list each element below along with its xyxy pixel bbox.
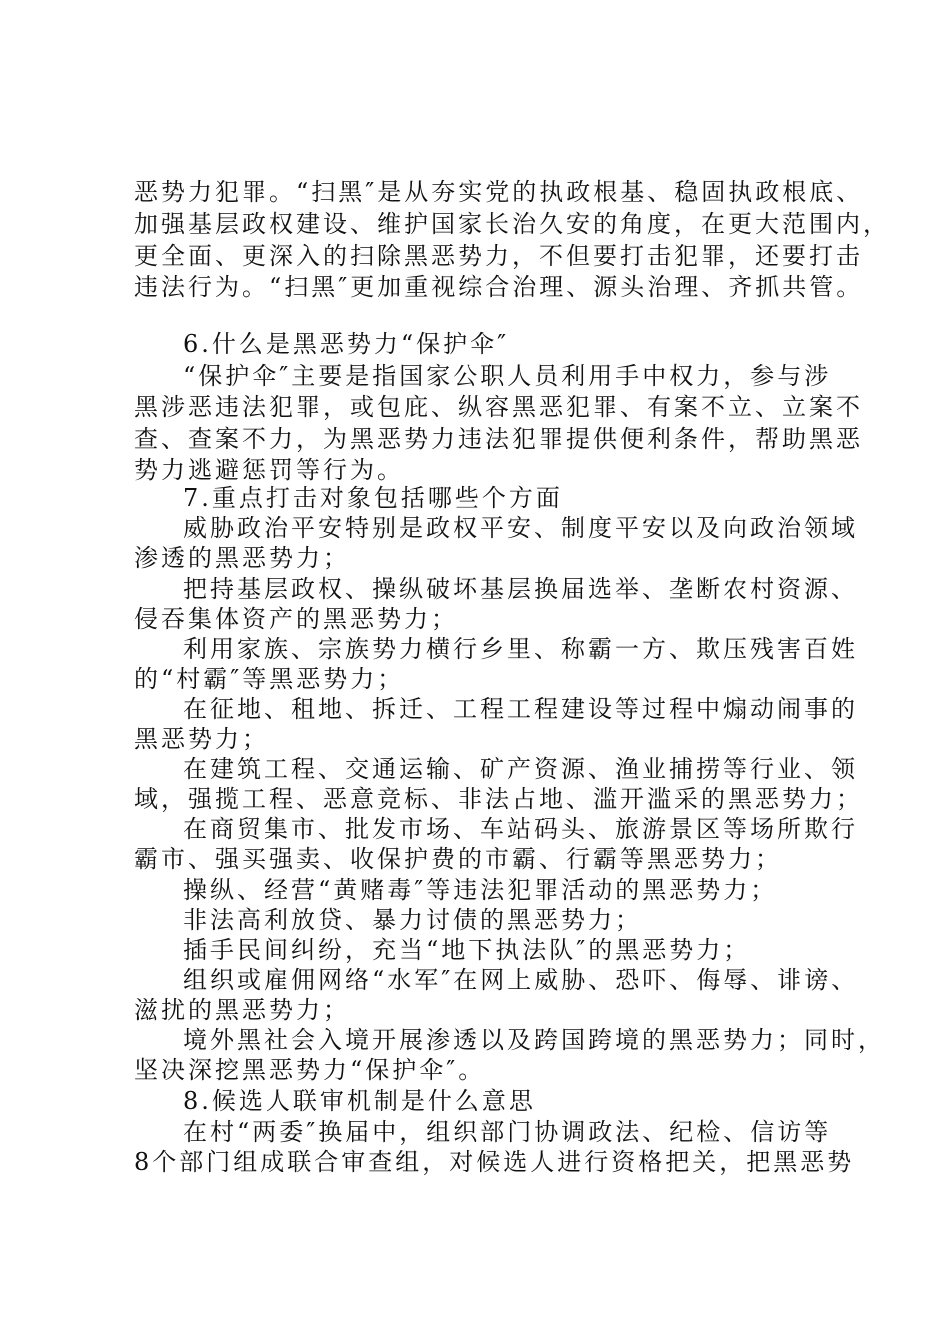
list-item: 坚决深挖黑恶势力“保护伞″。 (134, 1056, 486, 1084)
paragraph-line: 恶势力犯罪。“扫黑″是从夯实党的执政根基、稳固执政根底、 (134, 178, 864, 206)
list-item: 把持基层政权、操纵破坏基层换届选举、垄断农村资源、 (183, 575, 858, 603)
list-item: 在商贸集市、批发市场、车站码头、旅游景区等场所欺行 (183, 815, 858, 843)
section-heading-7: 7.重点打击对象包括哪些个方面 (183, 484, 563, 512)
list-item: 利用家族、宗族势力横行乡里、称霸一方、欺压残害百姓 (183, 635, 858, 663)
paragraph-line: 更全面、更深入的扫除黑恶势力，不但要打击犯罪，还要打击 (134, 242, 863, 270)
section-heading-6: 6.什么是黑恶势力“保护伞″ (183, 330, 510, 358)
paragraph-line: 加强基层政权建设、维护国家长治久安的角度，在更大范围内， (134, 210, 890, 238)
list-item: 黑恶势力； (134, 725, 269, 753)
paragraph-line: 黑涉恶违法犯罪，或包庇、纵容黑恶犯罪、有案不立、立案不 (134, 393, 863, 421)
paragraph-line: 违法行为。“扫黑″更加重视综合治理、源头治理、齐抓共管。 (134, 273, 864, 301)
list-item: 境外黑社会入境开展渗透以及跨国跨境的黑恶势力；同时， (183, 1026, 885, 1054)
list-item: 侵吞集体资产的黑恶势力； (134, 605, 458, 633)
list-item: 操纵、经营“黄赌毒″等违法犯罪活动的黑恶势力； (183, 876, 778, 904)
list-item: 非法高利放贷、暴力讨债的黑恶势力； (183, 906, 642, 934)
list-item: 威胁政治平安特别是政权平安、制度平安以及向政治领域 (183, 514, 858, 542)
list-item: 渗透的黑恶势力； (134, 544, 350, 572)
list-item: 在征地、租地、拆迁、工程工程建设等过程中煽动闹事的 (183, 695, 858, 723)
list-item: 霸市、强买强卖、收保护费的市霸、行霸等黑恶势力； (134, 845, 782, 873)
list-item: 在建筑工程、交通运输、矿产资源、渔业捕捞等行业、领 (183, 755, 858, 783)
paragraph-line: “保护伞″主要是指国家公职人员利用手中权力，参与涉 (183, 362, 832, 390)
paragraph-line: 查、查案不力，为黑恶势力违法犯罪提供便利条件，帮助黑恶 (134, 425, 863, 453)
paragraph-line: 在村“两委″换届中，组织部门协调政法、纪检、信访等 (183, 1118, 832, 1146)
list-item: 组织或雇佣网络“水军″在网上威胁、恐吓、侮辱、诽谤、 (183, 966, 859, 994)
section-heading-8: 8.候选人联审机制是什么意思 (183, 1087, 536, 1115)
list-item: 滋扰的黑恶势力； (134, 996, 350, 1024)
paragraph-line: 8个部门组成联合审查组，对候选人进行资格把关，把黑恶势 (134, 1148, 855, 1176)
list-item: 的“村霸″等黑恶势力； (134, 665, 405, 693)
paragraph-line: 势力逃避惩罚等行为。 (134, 456, 404, 484)
list-item: 插手民间纠纷，充当“地下执法队″的黑恶势力； (183, 936, 751, 964)
list-item: 域，强揽工程、恶意竞标、非法占地、滥开滥采的黑恶势力； (134, 785, 863, 813)
